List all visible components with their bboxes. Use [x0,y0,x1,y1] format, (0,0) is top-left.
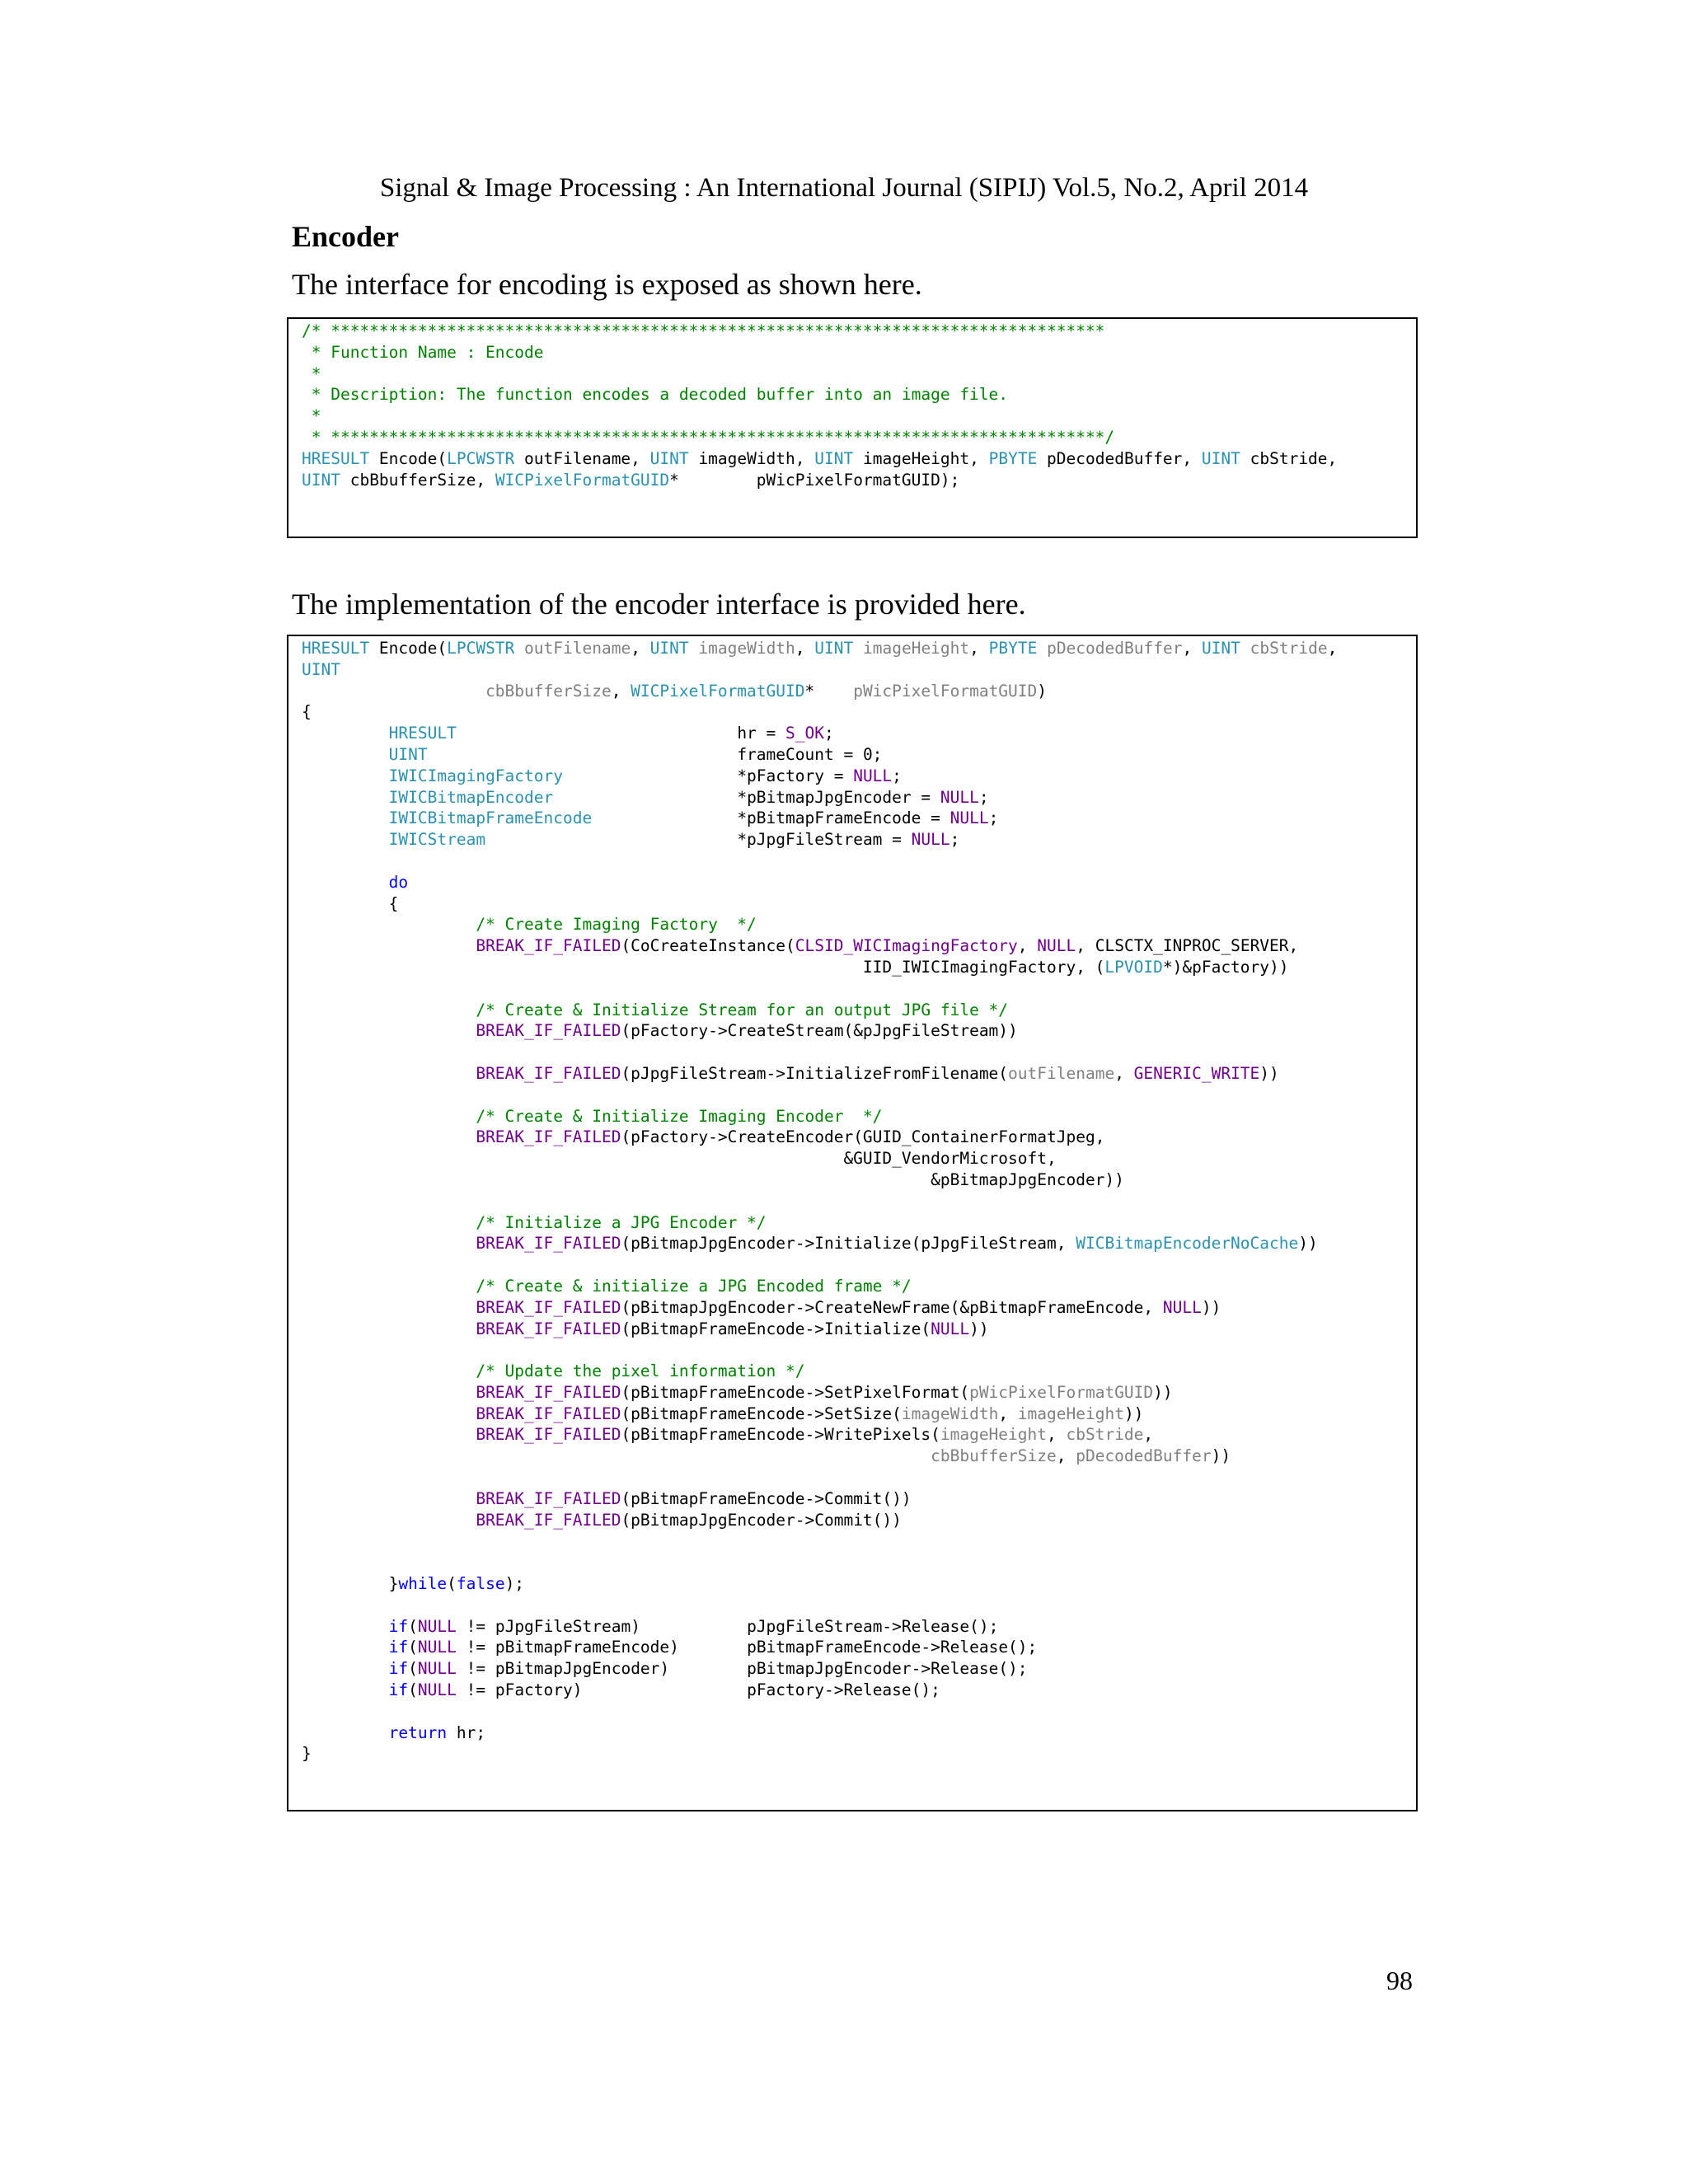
code-token: (pBitmapJpgEncoder->CreateNewFrame(&pBitmapFrameEncode, [621,1297,1163,1317]
code-token: HRESULT [388,724,457,743]
code-token: (pBitmapFrameEncode->SetPixelFormat( [621,1382,970,1402]
code-token [302,766,389,785]
code-line [302,1021,1018,1040]
code-token: LPCWSTR [447,448,515,468]
code-token: UINT [649,448,689,468]
code-token: imageHeight [863,639,970,658]
code-token: *pJpgFileStream = [485,830,912,850]
code-listing-implementation [287,635,1418,1811]
code-token: { [302,702,312,722]
code-token: pWicPixelFormatGUID [969,1382,1154,1402]
code-token: if [388,1638,409,1657]
code-token: , [1182,639,1202,658]
code-line [302,766,902,785]
code-token: (pBitmapFrameEncode->Initialize( [621,1319,931,1338]
code-line [302,1127,1104,1146]
code-token: (CoCreateInstance( [621,936,795,956]
code-token: BREAK_IF_FAILED [476,1425,621,1445]
code-token [302,682,485,701]
code-line [302,1511,902,1530]
code-token: Encode( [369,639,448,658]
code-token [1037,639,1047,658]
code-token: PBYTE [988,639,1038,658]
code-token: hr; [447,1722,486,1742]
code-token: } [302,1744,312,1764]
code-token: /* ******************************************************************************** [302,321,1105,340]
code-token [302,830,389,849]
code-token: ; [892,766,902,785]
code-token: /* Initialize a JPG Encoder */ [476,1212,767,1232]
code-token: IWICStream [388,830,486,850]
code-line [302,915,757,934]
code-token: NULL [417,1616,457,1636]
code-token: imageHeight [940,1425,1047,1445]
code-token: NULL [950,808,989,828]
code-line [302,682,1047,701]
code-line [302,1298,1221,1317]
code-token: )) [1298,1234,1318,1254]
code-token: HRESULT [302,448,370,468]
code-token [302,1383,476,1402]
code-token: (pBitmapFrameEncode->WritePixels( [621,1425,940,1445]
code-token: * Function Name : Encode [302,342,544,362]
code-token: cbBbufferSize, [340,470,495,490]
code-token [302,788,389,807]
code-token: NULL [417,1659,457,1679]
code-token [302,1723,389,1742]
code-token: cbBbufferSize [485,681,612,701]
code-line [302,702,312,721]
code-token: , [1327,639,1338,658]
code-token: (pBitmapFrameEncode->Commit()) [621,1488,912,1508]
code-token: * ********************************************************************************/ [302,427,1115,447]
code-token: pDecodedBuffer, [1037,448,1202,468]
code-token: , [1143,1425,1154,1445]
code-token: NULL [417,1638,457,1657]
code-token: WICBitmapEncoderNoCache [1076,1234,1299,1254]
code-token: * [804,681,854,701]
code-token [302,1638,389,1657]
code-token: *pBitmapJpgEncoder = [553,787,940,807]
code-line [302,873,408,892]
code-line [302,1446,1231,1465]
code-token: , [1056,1446,1076,1466]
code-token: IWICBitmapFrameEncode [388,808,593,828]
code-token: &GUID_VendorMicrosoft, [302,1149,1057,1169]
section-heading: Encoder [292,220,399,253]
code-token: ( [408,1659,418,1679]
code-line [302,1107,882,1126]
code-token: , [1114,1063,1134,1083]
code-token [302,1021,476,1040]
code-token: BREAK_IF_FAILED [476,1488,621,1508]
code-line [302,1574,524,1593]
code-token: imageWidth [698,639,795,658]
code-token: )) [1123,1404,1144,1423]
code-token: UINT [302,470,340,490]
code-token: /* Update the pixel information */ [476,1361,805,1381]
code-token: imageHeight [1017,1404,1124,1423]
code-token: LPVOID [1104,957,1163,977]
code-token: false [456,1574,505,1594]
code-token [302,1127,476,1146]
code-token: do [388,872,409,892]
code-token: , CLSCTX_INPROC_SERVER, [1076,936,1299,956]
code-token [302,1446,931,1465]
code-token: frameCount = 0; [427,744,883,764]
code-line [302,1744,312,1763]
code-token [302,1064,476,1083]
code-token [302,1511,476,1530]
code-token: UINT [814,448,854,468]
code-token: != pJpgFileStream) pJpgFileStream->Release(); [456,1616,999,1636]
code-token: hr = [456,724,786,743]
code-token: ; [988,808,999,828]
code-token: cbStride, [1240,448,1338,468]
code-token: return [388,1722,448,1742]
code-line [302,428,1114,447]
code-token: UINT [388,744,428,764]
code-token [302,873,389,892]
code-token [302,1298,476,1317]
code-line [302,1234,1318,1253]
code-line [302,449,1337,468]
code-token: /* Create & initialize a JPG Encoded frame */ [476,1276,912,1296]
code-token [302,745,389,764]
code-line [302,1638,1037,1657]
code-token: NULL [417,1680,457,1700]
code-token: BREAK_IF_FAILED [476,1021,621,1041]
code-token: PBYTE [988,448,1038,468]
code-token: )) [1153,1382,1173,1402]
code-token: NULL [940,787,979,807]
code-line [302,406,321,425]
code-token: HRESULT [302,639,370,658]
code-token: (pBitmapFrameEncode->SetSize( [621,1404,902,1423]
code-token [302,808,389,827]
code-token [1240,639,1250,658]
code-token: outFilename [524,639,631,658]
code-token: , [631,639,650,658]
code-line [302,1149,1057,1168]
code-token: ( [408,1616,418,1636]
code-token: , [1017,936,1038,956]
code-token: != pFactory) pFactory->Release(); [456,1680,940,1700]
code-token: cbStride [1250,639,1328,658]
code-token: UINT [1201,448,1240,468]
code-token [302,1234,476,1253]
code-token: , [795,639,815,658]
code-token: (pBitmapJpgEncoder->Commit()) [621,1510,902,1530]
code-token: )) [1259,1063,1279,1083]
code-token: ; [978,787,989,807]
code-line [302,936,1298,955]
code-token: imageHeight, [853,448,989,468]
code-token: ; [950,830,960,850]
code-token: BREAK_IF_FAILED [476,1063,621,1083]
code-token: , [969,639,989,658]
code-token: NULL [853,766,893,785]
code-token [853,639,863,658]
code-token [302,1361,476,1380]
code-token: ( [408,1638,418,1657]
code-token: BREAK_IF_FAILED [476,1127,621,1147]
code-token: ( [408,1680,418,1700]
code-token [302,1001,476,1019]
code-token: BREAK_IF_FAILED [476,1510,621,1530]
code-block-interface [302,321,1337,490]
code-token [302,1489,476,1508]
code-token: imageWidth [901,1404,999,1423]
code-token: (pFactory->CreateEncoder(GUID_ContainerFormatJpeg, [621,1127,1105,1147]
code-token: WICPixelFormatGUID [495,470,670,490]
code-token: )) [969,1319,989,1338]
code-line [302,724,834,743]
code-token: IWICBitmapEncoder [388,787,554,807]
code-token: outFilename, [514,448,650,468]
code-line [302,1361,805,1380]
code-block-implementation [302,638,1337,1765]
code-token: ; [824,724,834,743]
code-token: NULL [1037,936,1076,956]
code-token: IWICImagingFactory [388,766,563,785]
code-token: LPCWSTR [447,639,515,658]
code-token: outFilename [1008,1063,1115,1083]
code-token: BREAK_IF_FAILED [476,1297,621,1317]
code-line [302,1277,912,1296]
code-line [302,660,340,679]
code-line [302,1404,1143,1423]
code-token: cbStride [1066,1425,1144,1445]
code-line [302,343,544,362]
code-token: imageWidth, [688,448,815,468]
code-token: BREAK_IF_FAILED [476,1234,621,1254]
code-line [302,1213,767,1232]
code-line [302,745,882,764]
code-token: NULL [931,1319,970,1338]
code-token: if [388,1616,409,1636]
page-number: 98 [1386,1966,1413,1995]
code-token: if [388,1680,409,1700]
code-token [302,1659,389,1678]
code-listing-interface [287,317,1418,538]
code-token: ) [1037,681,1048,701]
code-token: *)&pFactory)) [1162,957,1289,977]
code-token [302,1319,476,1338]
code-line [302,639,1337,658]
code-token: (pBitmapJpgEncoder->Initialize(pJpgFileStream, [621,1234,1076,1254]
code-token: { [302,893,399,913]
running-header: Signal & Image Processing : An International Journal (SIPIJ) Vol.5, No.2, April 2014 [379,173,1309,203]
code-token: != pBitmapFrameEncode) pBitmapFrameEncode->Release(); [456,1638,1038,1657]
code-token: (pJpgFileStream->InitializeFromFilename( [621,1063,1009,1083]
code-line [302,385,1008,404]
code-token: /* Create Imaging Factory */ [476,915,757,935]
code-token [302,724,389,743]
code-token [302,1277,476,1296]
code-token: *pFactory = [563,766,854,785]
code-line [302,1170,1124,1189]
code-token: cbBbufferSize [931,1446,1057,1466]
paragraph-implementation: The implementation of the encoder interface is provided here. [292,588,1026,621]
code-token: } [302,1574,399,1594]
code-token [302,915,476,934]
code-line [302,1319,989,1338]
code-token: * [302,406,321,426]
code-line [302,321,1104,340]
code-line [302,1001,1008,1019]
code-token [302,1425,476,1444]
code-token: while [398,1574,448,1594]
code-token: BREAK_IF_FAILED [476,936,621,956]
paragraph-interface: The interface for encoding is exposed as shown here. [292,268,922,301]
code-line [302,1425,1153,1444]
code-token [514,639,524,658]
code-token: ( [447,1574,457,1594]
code-token: UINT [649,639,689,658]
code-line [302,894,398,913]
code-token: * [302,363,321,383]
code-token: CLSID_WICImagingFactory [795,936,1018,956]
code-line [302,1489,912,1508]
code-line [302,788,989,807]
code-line [302,1064,1279,1083]
code-token: S_OK [785,724,824,743]
code-line [302,471,959,490]
code-token: /* Create & Initialize Stream for an output JPG file */ [476,1000,1009,1019]
code-token: UINT [302,659,340,679]
code-token: , [611,681,631,701]
code-token: (pFactory->CreateStream(&pJpgFileStream)) [621,1021,1018,1041]
code-token: NULL [1162,1297,1202,1317]
code-line [302,1617,998,1636]
code-line [302,1680,940,1699]
code-token: Encode( [369,448,448,468]
code-token: GENERIC_WRITE [1133,1063,1260,1083]
code-token: ); [504,1574,525,1594]
code-token [302,1107,476,1126]
code-token: )) [1201,1297,1221,1317]
code-token: pDecodedBuffer [1076,1446,1212,1466]
code-token: BREAK_IF_FAILED [476,1319,621,1338]
code-token: &pBitmapJpgEncoder)) [302,1169,1124,1189]
code-token [302,1680,389,1699]
code-token [302,1404,476,1423]
code-token: , [998,1404,1018,1423]
code-token: * Description: The function encodes a decoded buffer into an image file. [302,385,1009,405]
code-token [689,639,699,658]
code-token: *pBitmapFrameEncode = [592,808,950,828]
code-line [302,364,321,383]
code-token: * pWicPixelFormatGUID); [669,470,960,490]
code-line [302,830,959,849]
code-token: pDecodedBuffer [1047,639,1183,658]
code-token: WICPixelFormatGUID [631,681,805,701]
code-token: /* Create & Initialize Imaging Encoder */ [476,1106,883,1126]
code-token: NULL [911,830,950,850]
code-token: , [1047,1425,1067,1445]
code-token: UINT [1201,639,1240,658]
code-line [302,1383,1173,1402]
code-line [302,1723,485,1742]
code-line [302,808,998,827]
code-token: if [388,1659,409,1679]
code-token [302,936,476,955]
code-token: BREAK_IF_FAILED [476,1404,621,1423]
code-token: BREAK_IF_FAILED [476,1382,621,1402]
code-token [302,1213,476,1232]
code-line [302,1659,1028,1678]
code-line [302,958,1289,977]
code-token: != pBitmapJpgEncoder) pBitmapJpgEncoder->Release(); [456,1659,1028,1679]
code-token: )) [1211,1446,1231,1466]
code-token: IID_IWICImagingFactory, ( [302,957,1105,977]
code-token [302,1617,389,1636]
code-token: UINT [814,639,854,658]
code-token: pWicPixelFormatGUID [853,681,1038,701]
